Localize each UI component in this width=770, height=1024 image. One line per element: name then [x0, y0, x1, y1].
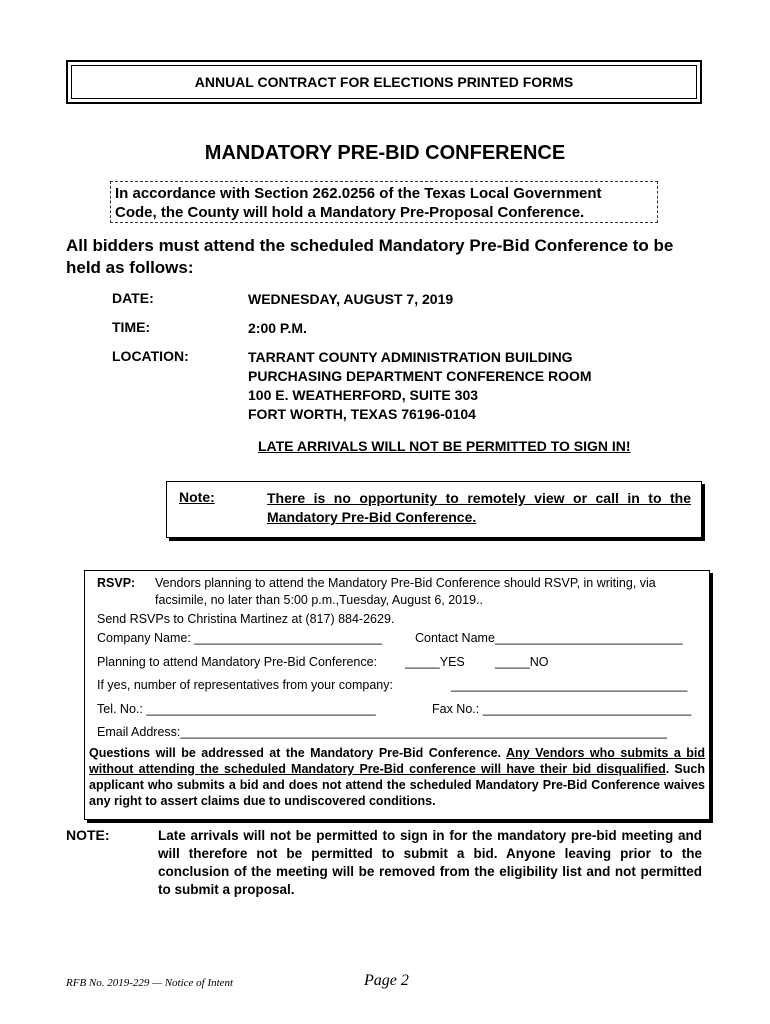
location-line: PURCHASING DEPARTMENT CONFERENCE ROOM — [248, 368, 592, 384]
planning-label: Planning to attend Mandatory Pre-Bid Conference: — [97, 655, 378, 669]
note-text: There is no opportunity to remotely view or call in to the Mandatory Pre-Bid Conference. — [267, 490, 691, 525]
rsvp-send: Send RSVPs to Christina Martinez at (817) 884-2629. — [97, 612, 395, 626]
note-label: Note: — [179, 489, 215, 505]
time-value: 2:00 P.M. — [248, 320, 307, 336]
bidders-line-2: held as follows: — [66, 258, 194, 277]
rsvp-box — [84, 570, 710, 820]
date-label: DATE: — [112, 290, 154, 306]
yes-field[interactable]: _____YES — [405, 655, 465, 669]
bidders-statement — [66, 235, 716, 279]
header-title: ANNUAL CONTRACT FOR ELECTIONS PRINTED FORMS — [71, 65, 697, 99]
questions-paragraph — [89, 745, 705, 809]
disqualification-warning: Any Vendors who submits a bid without attending the scheduled Mandatory Pre-Bid conference will have their bid disqualified — [89, 746, 705, 776]
rsvp-line-2: facsimile, no later than 5:00 p.m.,Tuesday, August 6, 2019.. — [155, 593, 483, 607]
footer-rfb-number: RFB No. 2019-229 — Notice of Intent — [66, 977, 234, 989]
accordance-line-2: Code, the County will hold a Mandatory Pre-Proposal Conference. — [115, 204, 585, 221]
accordance-box — [110, 181, 658, 223]
location-line: 100 E. WEATHERFORD, SUITE 303 — [248, 387, 479, 403]
late-note-label: NOTE: — [66, 827, 110, 843]
questions-intro: Questions will be addressed at the Mandatory Pre-Bid Conference. — [89, 746, 507, 760]
questions-closing: . Such applicant who submits a bid and does not attend the scheduled Mandatory Pre-Bid Conference waives any right to assert claims due to undiscovered conditions. — [89, 762, 705, 808]
rsvp-line-1: Vendors planning to attend the Mandatory Pre-Bid Conference should RSVP, in writing, via — [155, 576, 656, 590]
late-note-text: Late arrivals will not be permitted to sign in for the mandatory pre-bid meeting and will therefore not be permitted to submit a bid. Anyone leaving prior to the conclusion of the meeting will be removed from the eligibility list and not permitted to submit a proposal. — [158, 828, 702, 897]
fax-field[interactable]: Fax No.: ______________________________ — [432, 702, 692, 716]
email-field[interactable]: Email Address:______________________________________________________________________ — [97, 725, 668, 739]
location-line: FORT WORTH, TEXAS 76196-0104 — [248, 406, 476, 422]
no-field[interactable]: _____NO — [495, 655, 549, 669]
rsvp-label: RSVP: — [97, 576, 136, 590]
company-name-field[interactable]: Company Name: ___________________________ — [97, 631, 382, 645]
time-label: TIME: — [112, 319, 151, 335]
location-line: TARRANT COUNTY ADMINISTRATION BUILDING — [248, 349, 573, 365]
contact-name-field[interactable]: Contact Name___________________________ — [415, 631, 683, 645]
tel-field[interactable]: Tel. No.: _________________________________ — [97, 702, 376, 716]
late-arrivals-warning: LATE ARRIVALS WILL NOT BE PERMITTED TO SIGN IN! — [258, 438, 631, 454]
accordance-line-1: In accordance with Section 262.0256 of the Texas Local Government — [115, 185, 602, 202]
location-label: LOCATION: — [112, 348, 189, 364]
date-value: WEDNESDAY, AUGUST 7, 2019 — [248, 291, 454, 307]
location-value — [248, 348, 592, 424]
footer-page-number: Page 2 — [364, 972, 409, 989]
reps-field[interactable]: __________________________________ — [451, 678, 688, 692]
bidders-line-1: All bidders must attend the scheduled Mandatory Pre-Bid Conference to be — [66, 236, 674, 255]
remote-note-box — [166, 481, 702, 538]
reps-label: If yes, number of representatives from your company: — [97, 678, 393, 692]
main-title: MANDATORY PRE-BID CONFERENCE — [204, 142, 566, 164]
header-box — [66, 60, 702, 104]
